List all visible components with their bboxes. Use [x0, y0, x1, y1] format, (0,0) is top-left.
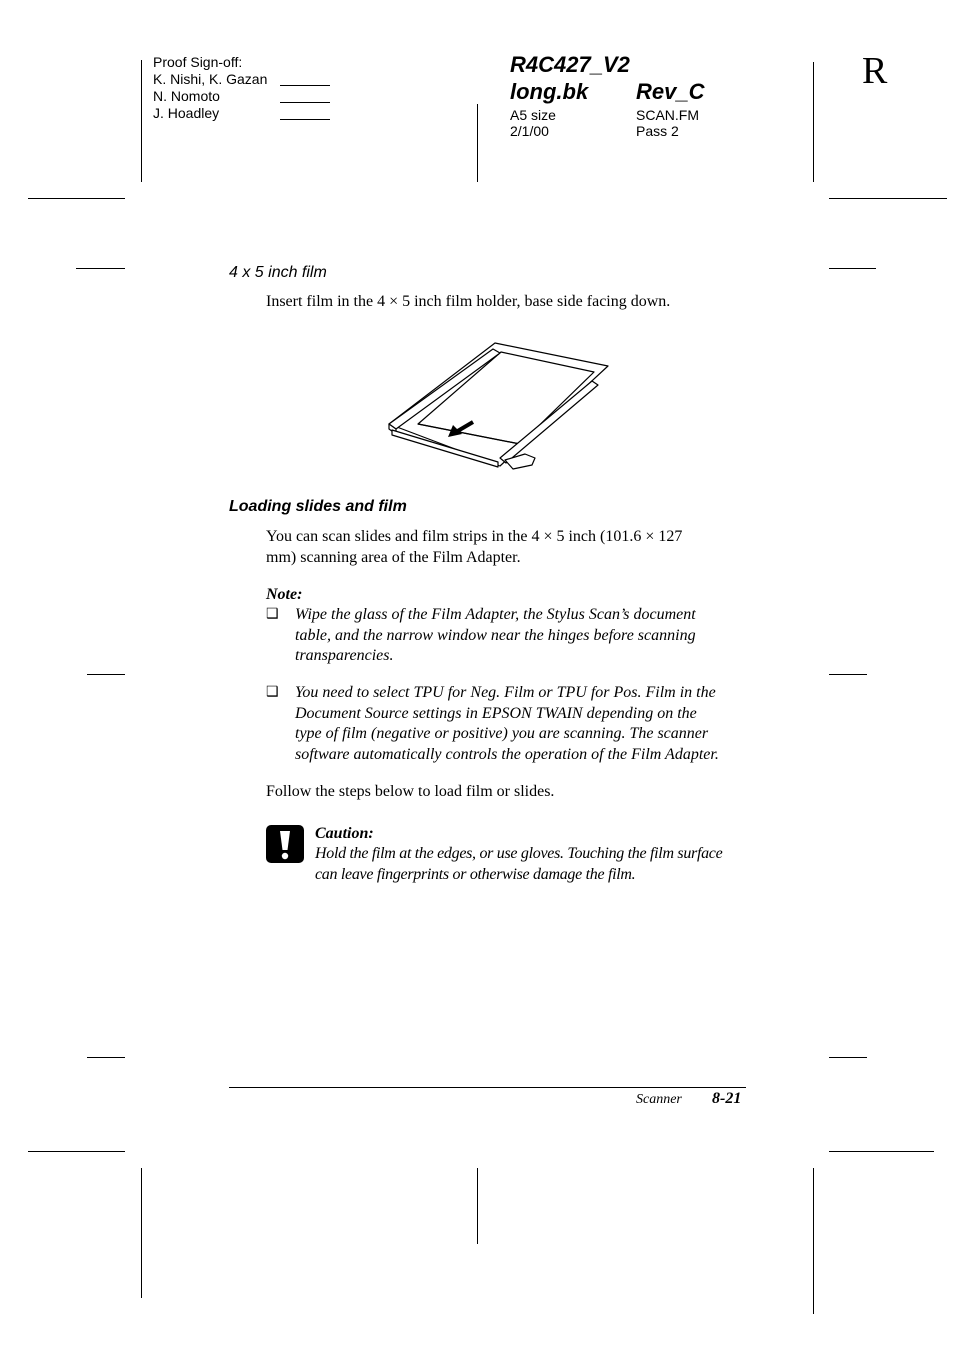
note-line: You need to select TPU for Neg. Film or TPU for Pos. Film in the	[295, 684, 716, 701]
film-holder-illustration	[380, 336, 615, 471]
note-line: transparencies.	[295, 647, 394, 664]
pass-number: Pass 2	[636, 123, 679, 139]
note-line: table, and the narrow window near the hinges before scanning	[295, 626, 696, 644]
crop-mark	[87, 1057, 125, 1058]
crop-mark	[141, 60, 142, 182]
file-name: SCAN.FM	[636, 107, 699, 123]
proof-name: N. Nomoto	[153, 88, 220, 104]
caution-icon	[266, 825, 304, 863]
caution-line: Hold the film at the edges, or use gloves. Touching the film surface	[315, 845, 723, 862]
doc-date: 2/1/00	[510, 123, 549, 139]
caution-text	[315, 844, 722, 885]
section-heading: Loading slides and film	[229, 498, 407, 515]
book-name: long.bk	[510, 79, 589, 104]
paragraph	[266, 527, 682, 568]
footer-chapter: Scanner	[636, 1092, 682, 1107]
crop-mark	[813, 1168, 814, 1314]
proof-signoff	[153, 54, 267, 122]
paragraph-line: mm) scanning area of the Film Adapter.	[266, 548, 521, 566]
page-size: A5 size	[510, 107, 556, 123]
crop-mark	[141, 1168, 142, 1298]
crop-mark	[76, 268, 125, 269]
checkbox-bullet-icon: ❑	[266, 685, 279, 700]
signature-line	[280, 85, 330, 86]
crop-mark	[477, 104, 478, 182]
proof-name: J. Hoadley	[153, 105, 220, 121]
note-item	[295, 683, 719, 765]
section-heading: 4 x 5 inch film	[229, 264, 327, 281]
proof-name: K. Nishi, K. Gazan	[153, 71, 268, 87]
signature-line	[280, 119, 330, 120]
caution-label: Caution:	[315, 825, 374, 842]
note-item	[295, 605, 696, 667]
crop-mark	[28, 1151, 125, 1152]
paragraph: Follow the steps below to load film or slides.	[266, 783, 555, 800]
signature-line	[280, 102, 330, 103]
crop-mark	[829, 268, 876, 269]
note-line: software automatically controls the operation of the Film Adapter.	[295, 745, 719, 763]
checkbox-bullet-icon: ❑	[266, 607, 279, 622]
revision: Rev_C	[636, 79, 705, 104]
page-number: 8-21	[712, 1090, 742, 1107]
footer-rule	[229, 1087, 746, 1088]
crop-mark	[813, 62, 814, 182]
crop-mark	[87, 674, 125, 675]
crop-mark	[829, 674, 867, 675]
note-label: Note:	[266, 586, 303, 603]
crop-mark	[829, 1057, 867, 1058]
note-line: type of film (negative or positive) you are scanning. The scanner	[295, 725, 709, 742]
crop-mark	[829, 198, 947, 199]
proof-label: Proof Sign-off:	[153, 54, 243, 70]
paragraph: Insert film in the 4 × 5 inch film holder, base side facing down.	[266, 293, 671, 310]
doc-code: R4C427_V2	[510, 52, 630, 77]
note-line: Wipe the glass of the Film Adapter, the Stylus Scan’s document	[295, 606, 696, 623]
chapter-letter: R	[862, 50, 888, 92]
crop-mark	[28, 198, 125, 199]
crop-mark	[477, 1168, 478, 1244]
note-line: Document Source settings in EPSON TWAIN depending on the	[295, 704, 697, 722]
paragraph-line: You can scan slides and film strips in the 4 × 5 inch (101.6 × 127	[266, 528, 683, 545]
crop-mark	[829, 1151, 934, 1152]
caution-line: can leave fingerprints or otherwise damage the film.	[315, 865, 636, 883]
